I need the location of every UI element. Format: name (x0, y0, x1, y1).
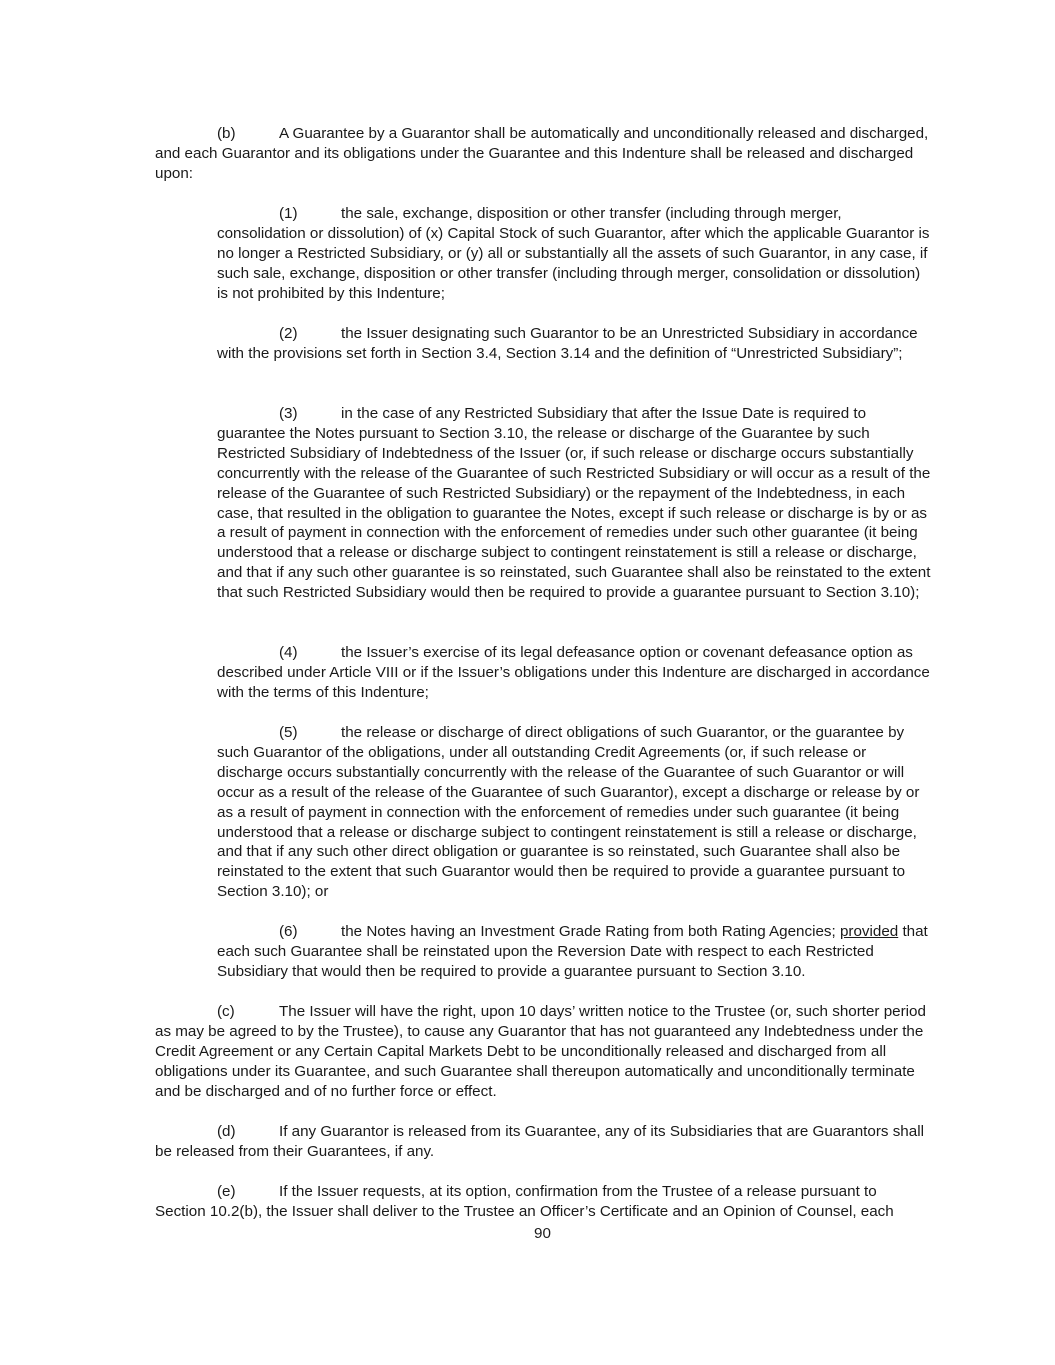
clause-1 (217, 204, 931, 304)
paragraph-label: (b) (217, 125, 236, 142)
clause-label: (4) (279, 644, 298, 661)
clause-text-before: the Notes having an Investment Grade Rating from both Rating Agencies; (341, 923, 840, 940)
clause-label: (6) (279, 923, 298, 940)
paragraph-label: (c) (217, 1003, 235, 1020)
clause-text: the release or discharge of direct obligations of such Guarantor, or the guarantee by such Guarantor of the obligations, under all outstanding Credit Agreements (or, if such release or discharge occurs substantially concurrently with the release of the Guarantee of such Guarantor or will occur as a result of the release of the Guarantee of such Guarantor), except a discharge or release by or as a result of payment in connection with the enforcement of remedies under such guarantee (it being understood that a release or discharge subject to contingent reinstatement is still a release or discharge, and that if any such other direct obligation or guarantee is so reinstated, such Guarantee shall also be reinstated to the extent that such Guarantor would then be required to provide a guarantee pursuant to Section 3.10); or (217, 724, 920, 901)
clause-text: the sale, exchange, disposition or other transfer (including through merger, consolidation or dissolution) of (x) Capital Stock of such Guarantor, after which the applicable Guarantor is no longer a Restricted Subsidiary, or (y) all or substantially all the assets of such Guarantor, in any case, if such sale, exchange, disposition or other transfer (including through merger, consolidation or dissolution) is not prohibited by this Indenture; (217, 205, 930, 302)
clause-text: in the case of any Restricted Subsidiary that after the Issue Date is required to guarantee the Notes pursuant to Section 3.10, the release or discharge of the Guarantee by such Restricted Subsidiary of Indebtedness of the Issuer (or, if such release or discharge occurs substantially concurrently with the release of the Guarantee of such Restricted Subsidiary or will occur as a result of the release of the Guarantee of such Restricted Subsidiary) or the repayment of the Indebtedness, in each case, that resulted in the obligation to guarantee the Notes, except if such release or discharge is by or as a result of payment in connection with the enforcement of remedies under such other guarantee (it being understood that a release or discharge subject to contingent reinstatement is still a release or discharge, and that if any such other guarantee is so reinstated, such Guarantee shall also be reinstated to the extent that such Restricted Subsidiary would then be required to provide a guarantee pursuant to Section 3.10); (217, 405, 931, 602)
clause-label: (1) (279, 205, 298, 222)
clause-label: (2) (279, 325, 298, 342)
paragraph-e (155, 1182, 931, 1222)
paragraph-d (155, 1122, 931, 1162)
clause-5 (217, 723, 931, 902)
clause-2 (217, 324, 931, 364)
paragraph-label: (e) (217, 1183, 236, 1200)
paragraph-text: If the Issuer requests, at its option, confirmation from the Trustee of a release pursuant to Section 10.2(b), the Issuer shall deliver to the Trustee an Officer’s Certificate and an Opinion of Counsel, each (155, 1183, 894, 1220)
clause-3 (217, 404, 931, 603)
paragraph-text: If any Guarantor is released from its Guarantee, any of its Subsidiaries that are Guarantors shall be released from their Guarantees, if any. (155, 1123, 924, 1160)
clause-text: the Issuer designating such Guarantor to be an Unrestricted Subsidiary in accordance with the provisions set forth in Section 3.4, Section 3.14 and the definition of “Unrestricted Subsidiary”; (217, 325, 918, 362)
paragraph-text: A Guarantee by a Guarantor shall be automatically and unconditionally released and discharged, and each Guarantor and its obligations under the Guarantee and this Indenture shall be released and discharged upon: (155, 125, 929, 182)
paragraph-text: The Issuer will have the right, upon 10 days’ written notice to the Trustee (or, such shorter period as may be agreed to by the Trustee), to cause any Guarantor that has not guaranteed any Indebtedness under the Credit Agreement or any Certain Capital Markets Debt to be unconditionally released and discharged from all obligations under its Guarantee, and such Guarantee shall thereupon automatically and unconditionally terminate and be discharged and of no further force or effect. (155, 1003, 926, 1100)
clause-label: (3) (279, 405, 298, 422)
provided-underlined-term: provided (839, 923, 899, 940)
paragraph-c (155, 1002, 931, 1102)
paragraph-label: (d) (217, 1123, 236, 1140)
clause-text-after: that each such Guarantee shall be reinstated upon the Reversion Date with respect to each Restricted Subsidiary that would then be required to provide a guarantee pursuant to Section 3.10. (217, 923, 928, 980)
clause-text: the Issuer’s exercise of its legal defeasance option or covenant defeasance option as described under Article VIII or if the Issuer’s obligations under this Indenture are discharged in accordance with the terms of this Indenture; (217, 644, 930, 701)
clause-label: (5) (279, 724, 298, 741)
clause-4 (217, 643, 931, 703)
paragraph-b (155, 124, 931, 184)
clause-6 (217, 922, 931, 982)
page-number: 90 (534, 1225, 551, 1242)
